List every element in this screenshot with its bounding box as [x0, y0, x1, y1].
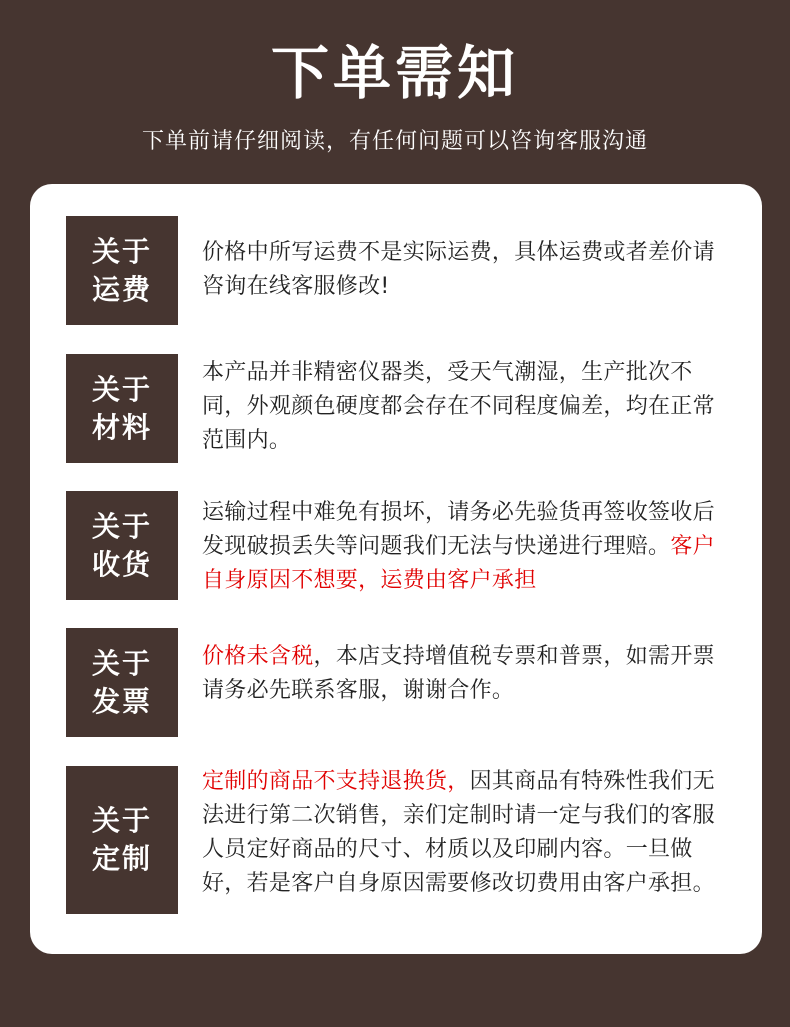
label-line-1: 关于	[91, 646, 152, 680]
label-line-1: 关于	[91, 804, 152, 837]
label-line-1: 关于	[91, 234, 152, 268]
highlight-text: 定制的商品不支持退换货，	[202, 769, 470, 794]
section-label	[66, 628, 178, 737]
section-label	[66, 216, 178, 325]
label-line-2: 材料	[91, 410, 152, 444]
page-title: 下单需知	[270, 39, 519, 107]
label-line-2: 定制	[91, 842, 152, 875]
label-line-1: 关于	[91, 509, 152, 543]
section-text	[202, 765, 736, 901]
section-label	[66, 354, 178, 463]
label-line-2: 运费	[91, 272, 152, 306]
page-subtitle: 下单前请仔细阅读，有任何问题可以咨询客服沟通	[141, 129, 648, 154]
highlight-text: 客户自身原因不想要，运费由客户承担	[202, 534, 715, 593]
section-text	[202, 496, 736, 598]
body-text: 因其商品有特殊性我们无法进行第二次销售，亲们定制时请一定与我们的客服人员定好商品的尺寸、材质以及印刷内容。一旦做好，若是客户自身原因需要修改切费用由客户承担。	[202, 769, 715, 896]
section-label	[66, 491, 178, 600]
section-label	[66, 766, 178, 914]
section-text	[202, 236, 736, 304]
section-text	[202, 640, 736, 708]
body-text: ，本店支持增值税专票和普票，如需开票请务必先联系客服，谢谢合作。	[202, 644, 715, 703]
notice-card	[30, 184, 762, 954]
body-text: 运输过程中难免有损坏，请务必先验货再签收签收后发现破损丢失等问题我们无法与快递进行理赔。	[202, 500, 715, 559]
label-line-2: 发票	[91, 684, 152, 718]
label-line-1: 关于	[91, 372, 152, 406]
section-text	[202, 356, 736, 458]
body-text: 本产品并非精密仪器类，受天气潮湿，生产批次不同，外观颜色硬度都会存在不同程度偏差，均在正常范围内。	[202, 360, 715, 453]
label-line-2: 收货	[91, 547, 152, 581]
body-text: 价格中所写运费不是实际运费，具体运费或者差价请咨询在线客服修改!	[202, 240, 715, 299]
highlight-text: 价格未含税	[202, 644, 314, 669]
